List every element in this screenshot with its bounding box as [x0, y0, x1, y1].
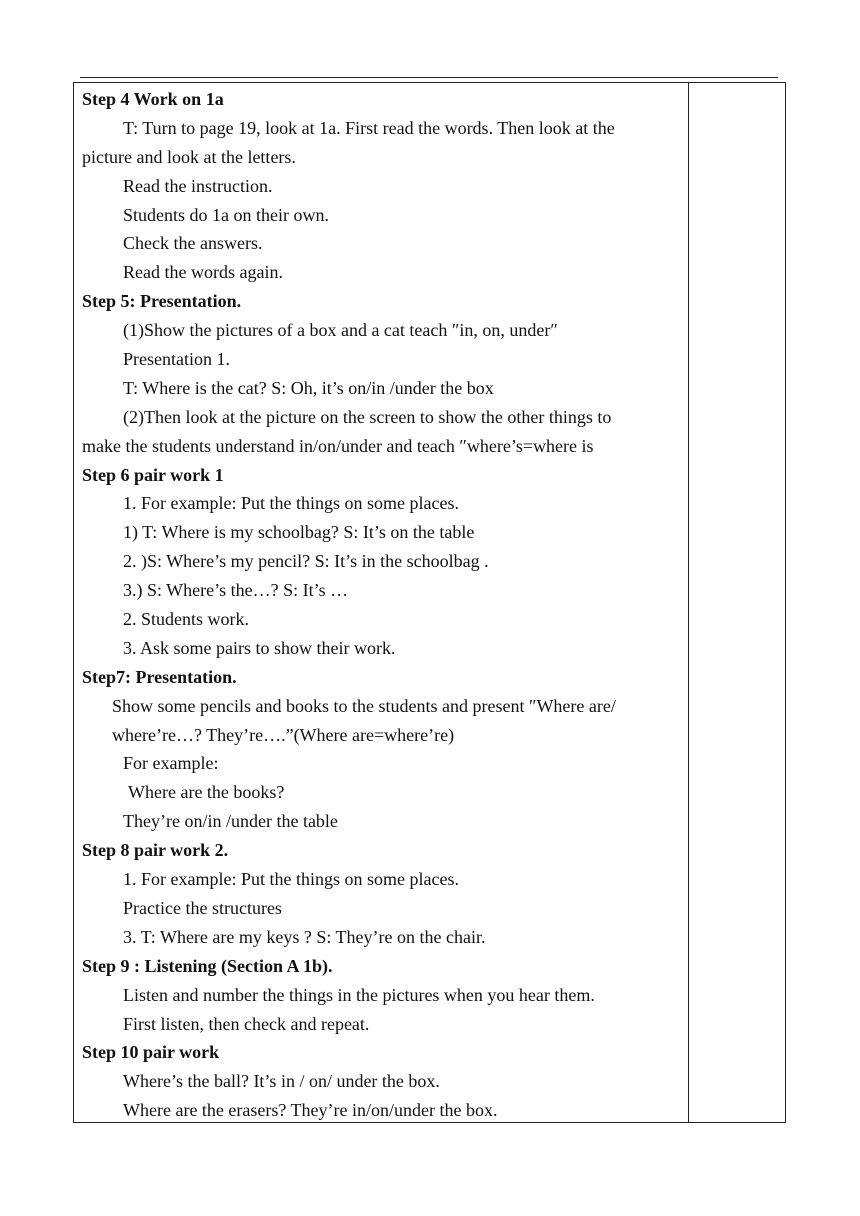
procedure-line: Where are the books? [128, 782, 285, 803]
step-heading: Step 6 pair work 1 [82, 464, 224, 485]
procedure-line: 2. Students work. [123, 609, 249, 630]
procedure-line: 1. For example: Put the things on some places. [123, 869, 459, 890]
header-rule [80, 77, 778, 78]
procedure-line: where’re…? They’re….”(Where are=where’re) [112, 724, 455, 745]
procedure-line: 3. T: Where are my keys ? S: They’re on the chair. [123, 926, 486, 947]
procedure-line: 1) T: Where is my schoolbag? S: It’s on the table [123, 522, 475, 543]
procedure-line: (1)Show the pictures of a box and a cat teach ″in, on, under″ [123, 320, 558, 341]
procedure-line: T: Where is the cat? S: Oh, it’s on/in /under the box [123, 377, 494, 398]
procedure-line: Practice the structures [123, 897, 282, 918]
procedure-line: Read the instruction. [123, 175, 273, 196]
procedure-line: Students do 1a on their own. [123, 204, 329, 225]
procedure-line: Read the words again. [123, 262, 283, 283]
procedure-line: 1. For example: Put the things on some places. [123, 493, 459, 514]
procedure-line: Show some pencils and books to the students and present ″Where are/ [112, 695, 616, 716]
step-heading: Step 4 Work on 1a [82, 89, 224, 109]
procedure-line: For example: [123, 753, 219, 774]
lesson-procedure-cell [82, 85, 686, 1125]
step-heading: Step 8 pair work 2. [82, 840, 229, 861]
step-heading: Step 10 pair work [82, 1042, 220, 1063]
procedure-line: 3.) S: Where’s the…? S: It’s … [123, 580, 349, 601]
procedure-line: 2. )S: Where’s my pencil? S: It’s in the schoolbag . [123, 551, 489, 572]
step-heading: Step7: Presentation. [82, 666, 237, 687]
procedure-line: First listen, then check and repeat. [123, 1013, 370, 1034]
procedure-line: Where are the erasers? They’re in/on/under the box. [123, 1100, 498, 1121]
step-heading: Step 9 : Listening (Section A 1b). [82, 955, 333, 976]
procedure-line: T: Turn to page 19, look at 1a. First read the words. Then look at the [123, 117, 615, 138]
step-heading: Step 5: Presentation. [82, 291, 242, 312]
procedure-line: 3. Ask some pairs to show their work. [123, 637, 396, 658]
procedure-line: Listen and number the things in the pictures when you hear them. [123, 984, 595, 1005]
procedure-line: make the students understand in/on/under and teach ″where’s=where is [82, 435, 594, 456]
procedure-line: Check the answers. [123, 233, 263, 254]
procedure-line: Where’s the ball? It’s in / on/ under the box. [123, 1071, 440, 1092]
procedure-line: Presentation 1. [123, 349, 230, 370]
column-divider [688, 82, 689, 1123]
procedure-line: They’re on/in /under the table [123, 811, 338, 832]
procedure-line: (2)Then look at the picture on the screen to show the other things to [123, 406, 612, 427]
procedure-line: picture and look at the letters. [82, 146, 296, 167]
